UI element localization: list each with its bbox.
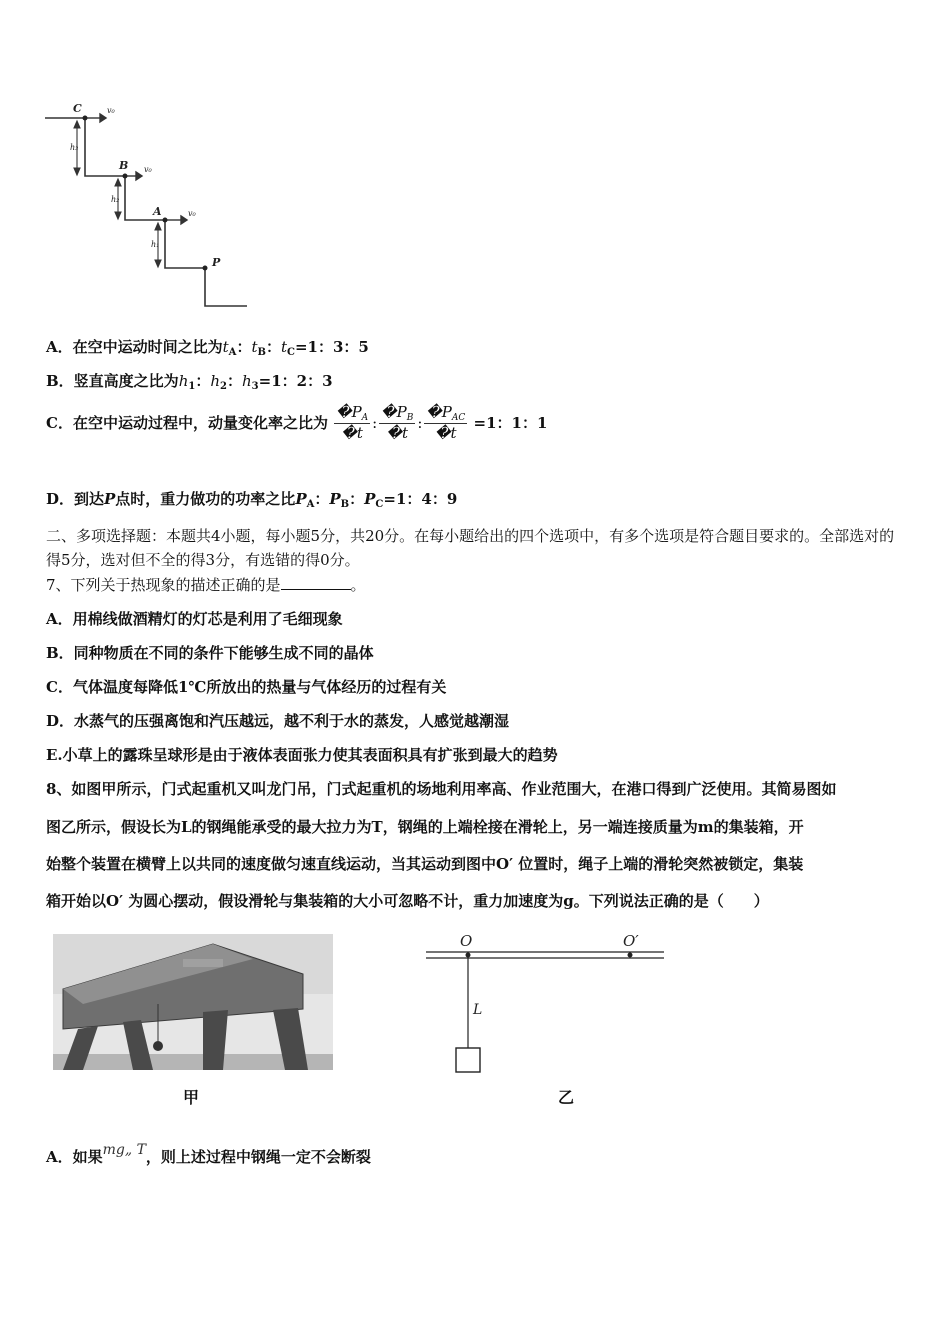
label-P: P (212, 256, 221, 269)
staircase-figure (40, 98, 255, 313)
answer-blank (281, 577, 351, 590)
points (83, 116, 208, 271)
q7-option-c: C．气体温度每降低1℃所放出的热量与气体经历的过程有关 (46, 678, 447, 696)
q8-stem-line2: 图乙所示，假设长为L的钢绳能承受的最大拉力为T，钢绳的上端栓接在滑轮上，另一端连接质量为m的集装箱，开 (46, 818, 804, 836)
q6-option-b: B．竖直高度之比为$h_1$：$h_2$：$h_3=1$：2：3 (46, 372, 333, 392)
caption-jia: 甲 (183, 1088, 200, 1107)
label-h3: h₃ (70, 143, 79, 152)
q6-option-c: C．在空中运动过程中，动量变化率之比为 $\frac{�P_A}{�t}$ : $\frac{�P_B}{�t}$ : $\frac{�P_{AC}}{�t}$ =1：1：1 (46, 403, 548, 442)
fraction-pb: $\frac{�P_B}{�t}$ (381, 403, 414, 442)
q7-option-a: A．用棉线做酒精灯的灯芯是利用了毛细现象 (46, 610, 343, 628)
q8-stem-line3: 始整个装置在横臂上以共同的速度做匀速直线运动，当其运动到图中O′ 位置时，绳子上端的滑轮突然被锁定，集装 (46, 855, 804, 873)
container-box (456, 1048, 480, 1072)
label-v-B: v₀ (144, 165, 152, 174)
q6-option-a: A．在空中运动时间之比为$t_A$：$t_B$：$t_C=1$：3：5 (46, 338, 369, 358)
label-L: L (473, 1002, 483, 1018)
q7-option-e: E.小草上的露珠呈球形是由于液体表面张力使其表面积具有扩张到最大的趋势 (46, 746, 558, 764)
caption-yi: 乙 (558, 1088, 575, 1107)
q8-stem-line4: 箱开始以O′ 为圆心摆动，假设滑轮与集装箱的大小可忽略不计，重力加速度为g。下列说法正确的是（ ） (46, 892, 769, 910)
fraction-pa: $\frac{�P_A}{�t}$ (336, 403, 369, 442)
q8-option-a: A．如果mg„ T，则上述过程中钢绳一定不会断裂 (46, 1142, 371, 1166)
section2-heading: 二、多项选择题：本题共4小题，每小题5分，共20分。在每小题给出的四个选项中，有多个选项是符合题目要求的。全部选对的得5分，选对但不全的得3分，有选错的得0分。 (46, 527, 895, 569)
label-h2: h₂ (111, 195, 120, 204)
label-O: O (460, 932, 473, 950)
q7-stem: 7、下列关于热现象的描述正确的是 。 (46, 576, 366, 594)
q8-stem-line1: 8、如图甲所示，门式起重机又叫龙门吊，门式起重机的场地利用率高、作业范围大，在港口得到广泛使用。其简易图如 (46, 780, 837, 798)
label-O-prime: O′ (623, 932, 639, 950)
gantry-crane-photo (53, 934, 333, 1070)
velocity-arrows (85, 114, 187, 224)
q7-option-b: B．同种物质在不同的条件下能够生成不同的晶体 (46, 644, 374, 662)
q6-option-d: D．到达P点时，重力做功的功率之比$P_A$：$P_B$：$P_C=1$：4：9 (46, 490, 458, 510)
q7-option-d: D．水蒸气的压强离饱和汽压越远，越不利于水的蒸发，人感觉越潮湿 (46, 712, 510, 730)
label-A: A (153, 205, 162, 218)
pendulum-diagram (424, 930, 669, 1080)
label-B: B (119, 159, 129, 172)
label-C: C (73, 102, 82, 115)
point-O-prime (628, 953, 633, 958)
label-v-A: v₀ (188, 209, 196, 218)
height-arrows (74, 121, 161, 267)
fraction-pac: $\frac{�P_{AC}}{�t}$ (426, 403, 466, 442)
label-h1: h₁ (151, 240, 160, 249)
label-v-C: v₀ (107, 106, 115, 115)
